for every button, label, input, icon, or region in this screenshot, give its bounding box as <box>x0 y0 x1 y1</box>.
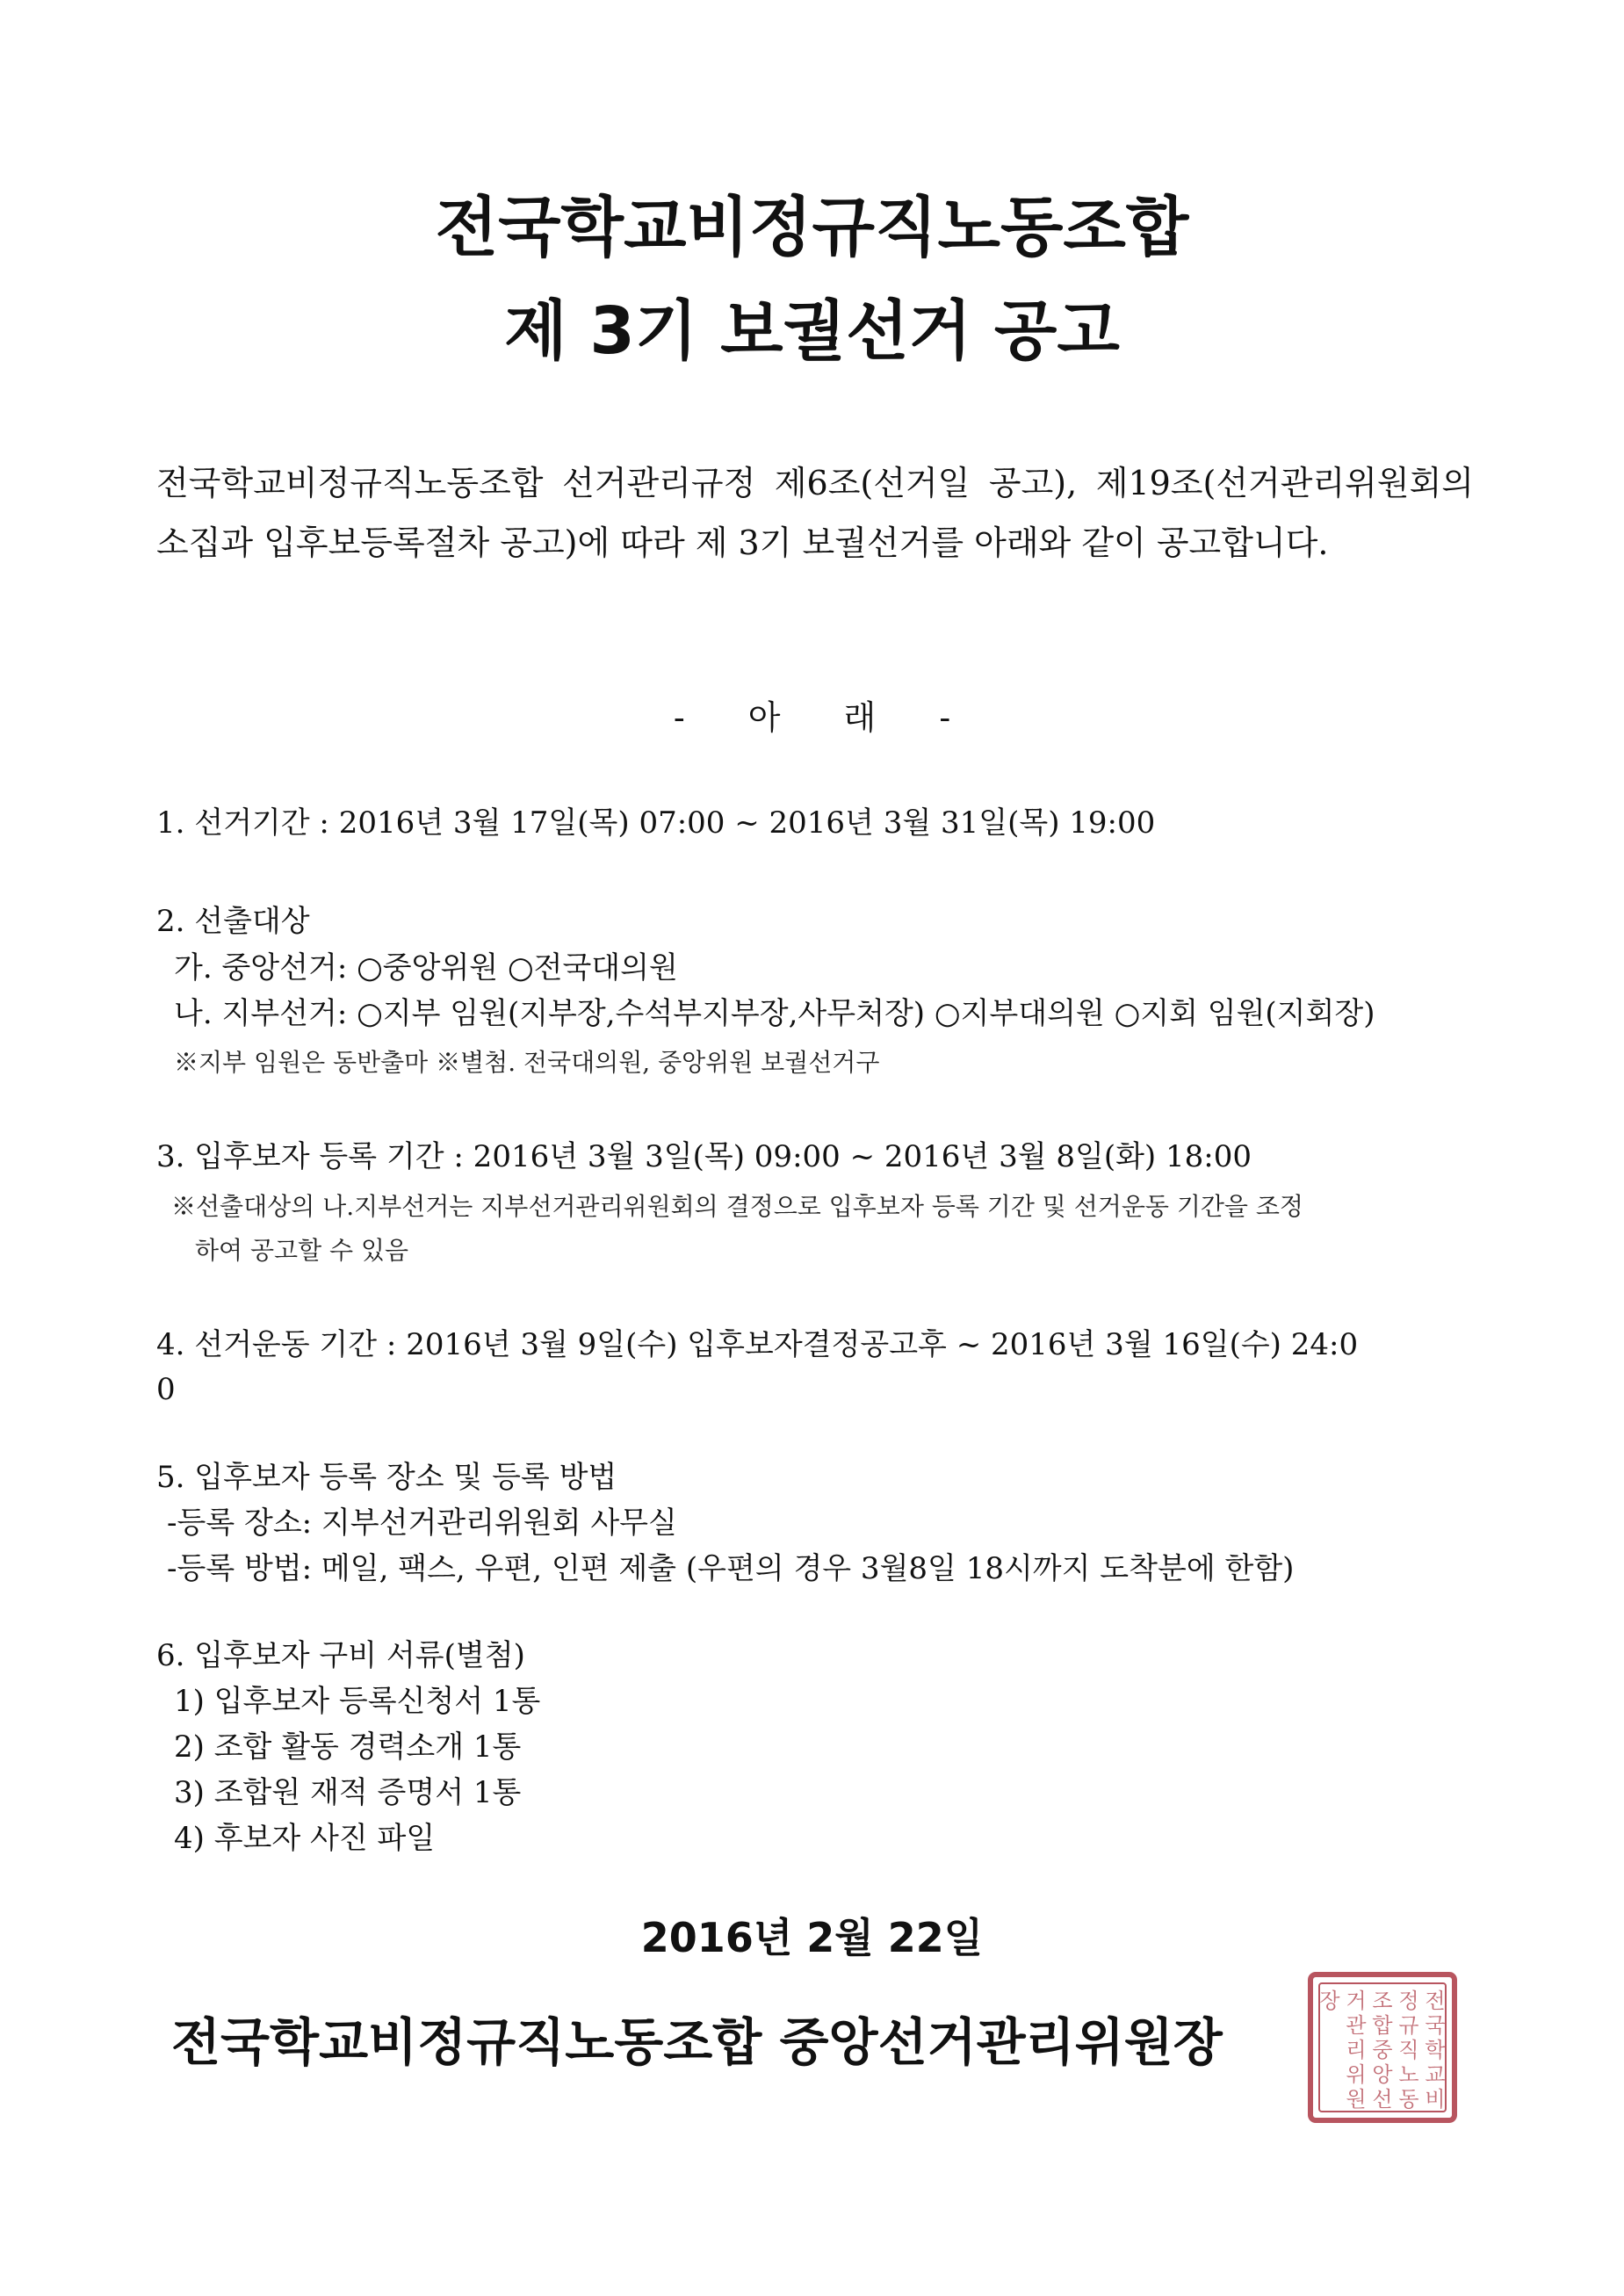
seal-glyph: 합 <box>1372 2013 1393 2038</box>
section-6-item: 2) 조합 활동 경력소개 1통 <box>174 1729 522 1765</box>
seal-glyph: 관 <box>1346 2013 1367 2038</box>
section-1-period: 1. 선거기간 : 2016년 3월 17일(목) 07:00 ~ 2016년 3월 31일(목) 19:00 <box>156 805 1156 841</box>
seal-glyph: 거 <box>1346 1989 1367 2013</box>
seal-glyph: 리 <box>1346 2038 1367 2062</box>
section-6-heading: 6. 입후보자 구비 서류(별첨) <box>156 1638 525 1673</box>
section-2-item-b: 나. 지부선거: ○지부 임원(지부장,수석부지부장,사무처장) ○지부대의원 ○지회 임원(지회장) <box>174 996 1375 1031</box>
section-4-line-1: 4. 선거운동 기간 : 2016년 3월 9일(수) 입후보자결정공고후 ~ 2016년 3월 16일(수) 24:0 <box>156 1327 1359 1362</box>
section-5-method: -등록 방법: 메일, 팩스, 우편, 인편 제출 (우편의 경우 3월8일 18시까지 도착분에 한함) <box>167 1551 1295 1586</box>
section-6-item: 3) 조합원 재적 증명서 1통 <box>174 1775 522 1810</box>
title-line-2: 제 3기 보궐선거 공고 <box>504 293 1120 369</box>
seal-glyph: 비 <box>1425 2087 1446 2112</box>
section-5-heading: 5. 입후보자 등록 장소 및 등록 방법 <box>156 1460 617 1495</box>
seal-glyph: 규 <box>1398 2013 1419 2038</box>
seal-glyph: 전 <box>1425 1989 1446 2013</box>
below-heading: - 아 래 - <box>673 698 951 737</box>
seal-glyph: 국 <box>1425 2013 1446 2038</box>
section-4-line-2: 0 <box>156 1372 176 1407</box>
intro-paragraph: 전국학교비정규직노동조합 선거관리규정 제6조(선거일 공고), 제19조(선거관리위원회의 소집과 입후보등록절차 공고)에 따라 제 3기 보궐선거를 아래와 같이 공고합니다. <box>156 464 1474 562</box>
seal-glyph: 조 <box>1372 1989 1393 2013</box>
seal-glyph: 앙 <box>1372 2062 1393 2087</box>
section-5-place: -등록 장소: 지부선거관리위원회 사무실 <box>167 1505 677 1541</box>
seal-glyph: 위 <box>1346 2062 1367 2087</box>
title-line-1: 전국학교비정규직노동조합 <box>435 190 1189 265</box>
seal-glyph: 선 <box>1372 2087 1393 2112</box>
section-6-item: 1) 입후보자 등록신청서 1통 <box>174 1684 541 1719</box>
announcement-date: 2016년 2월 22일 <box>640 1914 984 1961</box>
section-3-note-1: ※선출대상의 나.지부선거는 지부선거관리위원회의 결정으로 입후보자 등록 기간 및 선거운동 기간을 조정 <box>171 1192 1303 1221</box>
seal-glyph: 교 <box>1425 2062 1446 2087</box>
seal-glyph: 원 <box>1346 2087 1367 2112</box>
section-3-note-2: 하여 공고할 수 있음 <box>195 1236 409 1265</box>
section-3-heading: 3. 입후보자 등록 기간 : 2016년 3월 3일(목) 09:00 ~ 2016년 3월 8일(화) 18:00 <box>156 1139 1252 1174</box>
seal-glyph: 장 <box>1319 1989 1340 2013</box>
seal-glyph: 직 <box>1398 2038 1419 2062</box>
seal-glyph: 학 <box>1425 2038 1446 2062</box>
section-2-heading: 2. 선출대상 <box>156 904 310 939</box>
seal-glyph: 중 <box>1372 2038 1393 2062</box>
section-6-item: 4) 후보자 사진 파일 <box>174 1821 436 1856</box>
signature-line: 전국학교비정규직노동조합 중앙선거관리위원장 <box>171 2012 1223 2072</box>
seal-glyph: 정 <box>1398 1989 1419 2013</box>
seal-glyph: 노 <box>1398 2062 1419 2087</box>
section-2-item-a: 가. 중앙선거: ○중앙위원 ○전국대의원 <box>174 950 678 986</box>
seal-glyph: 동 <box>1398 2087 1419 2112</box>
official-seal <box>1307 1971 1458 2124</box>
section-2-note: ※지부 임원은 동반출마 ※별첨. 전국대의원, 중앙위원 보궐선거구 <box>174 1048 880 1077</box>
